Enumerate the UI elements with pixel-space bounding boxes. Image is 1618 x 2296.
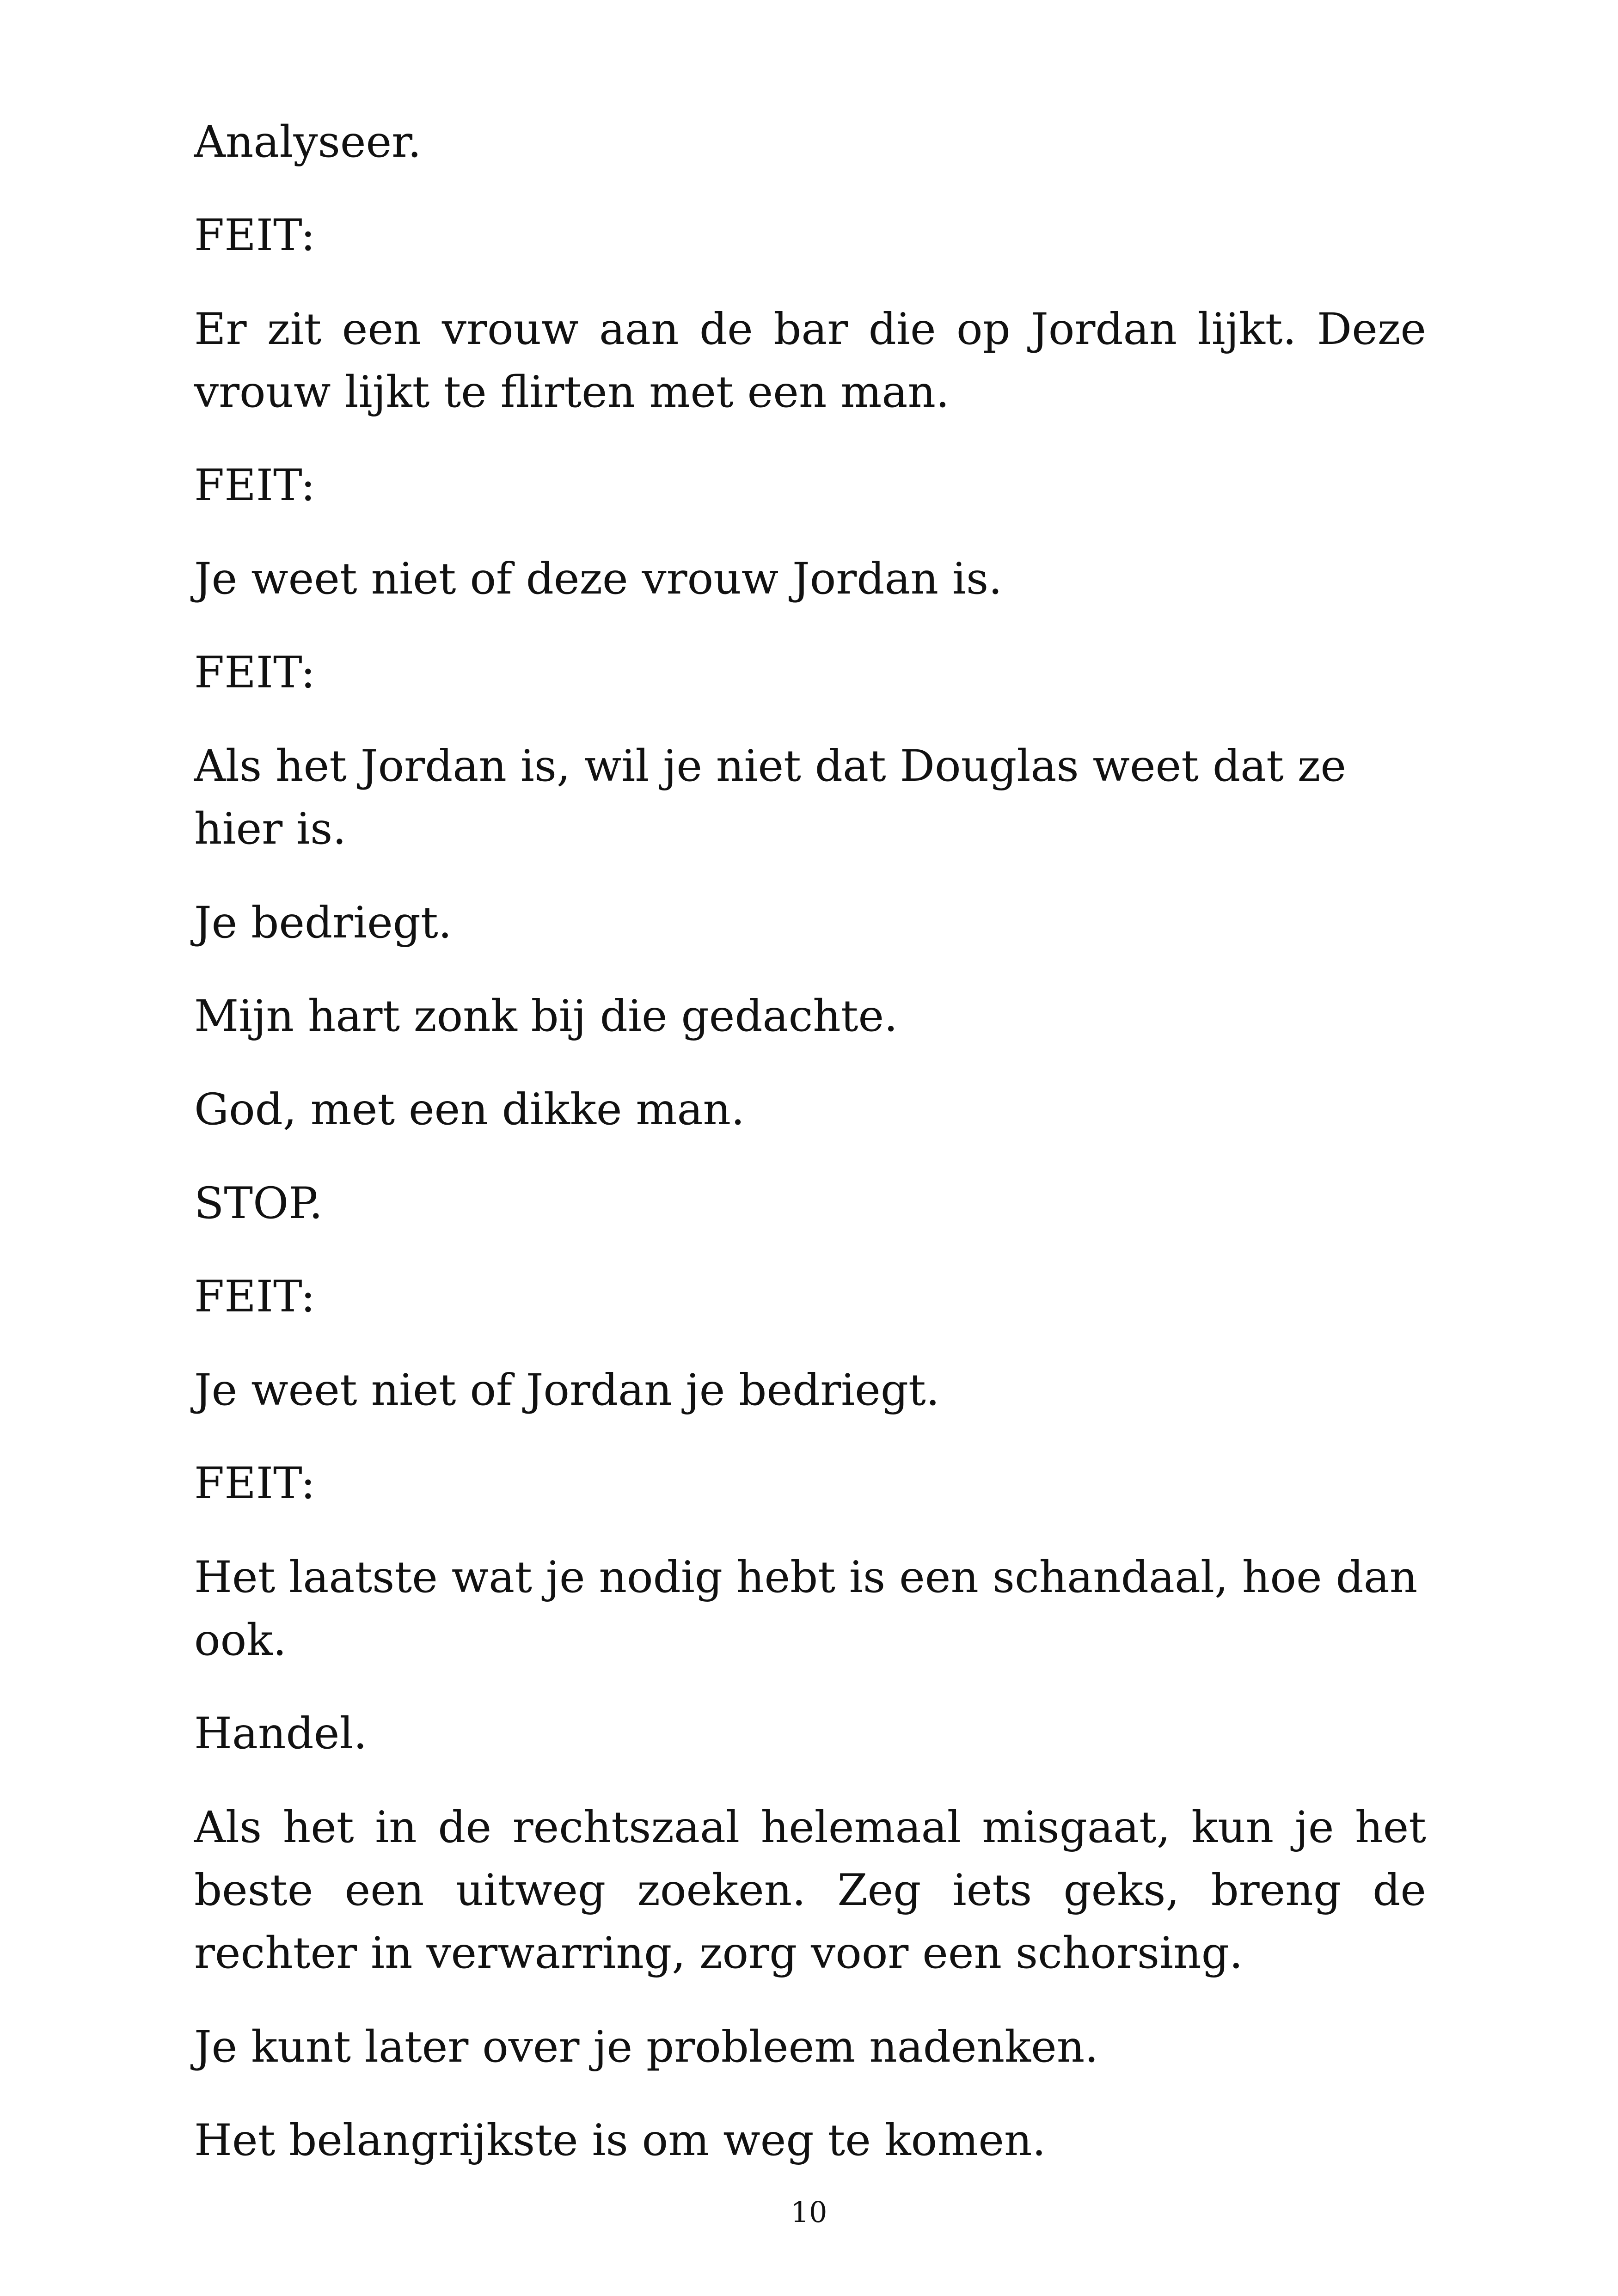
paragraph: Je kunt later over je probleem nadenken.	[194, 2021, 1099, 2072]
paragraph: Als het in de rechtszaal helemaal misgaat, kun je het beste een uitweg zoeken. Zeg iets geks, breng de rechter in verwarring, zorg voor een schorsing.	[194, 1802, 1426, 1979]
paragraph: Het laatste wat je nodig hebt is een schandaal, hoe dan ook.	[194, 1552, 1418, 1666]
paragraph: STOP.	[194, 1178, 323, 1229]
paragraph: Analyseer.	[194, 117, 422, 167]
paragraph: FEIT:	[194, 1271, 315, 1322]
paragraph: Handel.	[194, 1708, 368, 1759]
paragraph: God, met een dikke man.	[194, 1084, 745, 1135]
page-body	[194, 111, 1426, 2203]
paragraph: FEIT:	[194, 460, 315, 511]
paragraph: FEIT:	[194, 1458, 315, 1509]
paragraph: FEIT:	[194, 210, 315, 261]
paragraph: Mijn hart zonk bij die gedachte.	[194, 991, 898, 1041]
paragraph: Als het Jordan is, wil je niet dat Douglas weet dat ze hier is.	[194, 741, 1346, 855]
paragraph: FEIT:	[194, 647, 315, 698]
paragraph: Je weet niet of deze vrouw Jordan is.	[194, 554, 1003, 605]
paragraph: Je bedriegt.	[194, 897, 452, 948]
paragraph: Je weet niet of Jordan je bedriegt.	[194, 1365, 940, 1416]
paragraph: Het belangrijkste is om weg te komen.	[194, 2115, 1046, 2166]
paragraph: Er zit een vrouw aan de bar die op Jordan lijkt. Deze vrouw lijkt te flirten met een man.	[194, 304, 1426, 417]
page-number: 10	[791, 2195, 827, 2229]
